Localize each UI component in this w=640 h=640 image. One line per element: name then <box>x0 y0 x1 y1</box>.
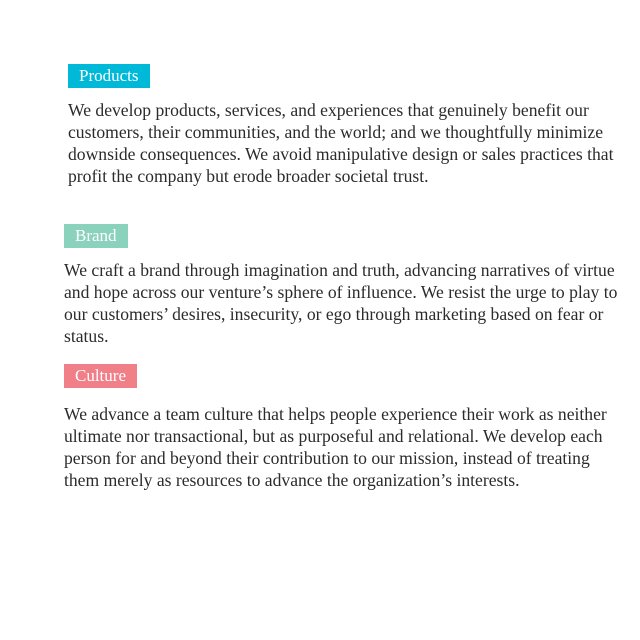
products-description: We develop products, services, and experiences that genuinely benefit our customers, their communities, and the world; and we thoughtfully minimize downside consequences. We avoid manipulative design or sales practices that profit the company but erode broader societal trust. <box>68 100 614 186</box>
culture-description: We advance a team culture that helps people experience their work as neither ultimate nor transactional, but as purposeful and relational. We develop each person for and beyond their contribution to our mission, instead of treating them merely as resources to advance the organization’s interests. <box>64 404 607 490</box>
products-label: Products <box>68 64 150 88</box>
brand-description: We craft a brand through imagination and truth, advancing narratives of virtue and hope across our venture’s sphere of influence. We resist the urge to play to our customers’ desires, insecurity, or ego through marketing based on fear or status. <box>64 260 618 346</box>
brand-label: Brand <box>64 224 128 248</box>
culture-label: Culture <box>64 364 137 388</box>
